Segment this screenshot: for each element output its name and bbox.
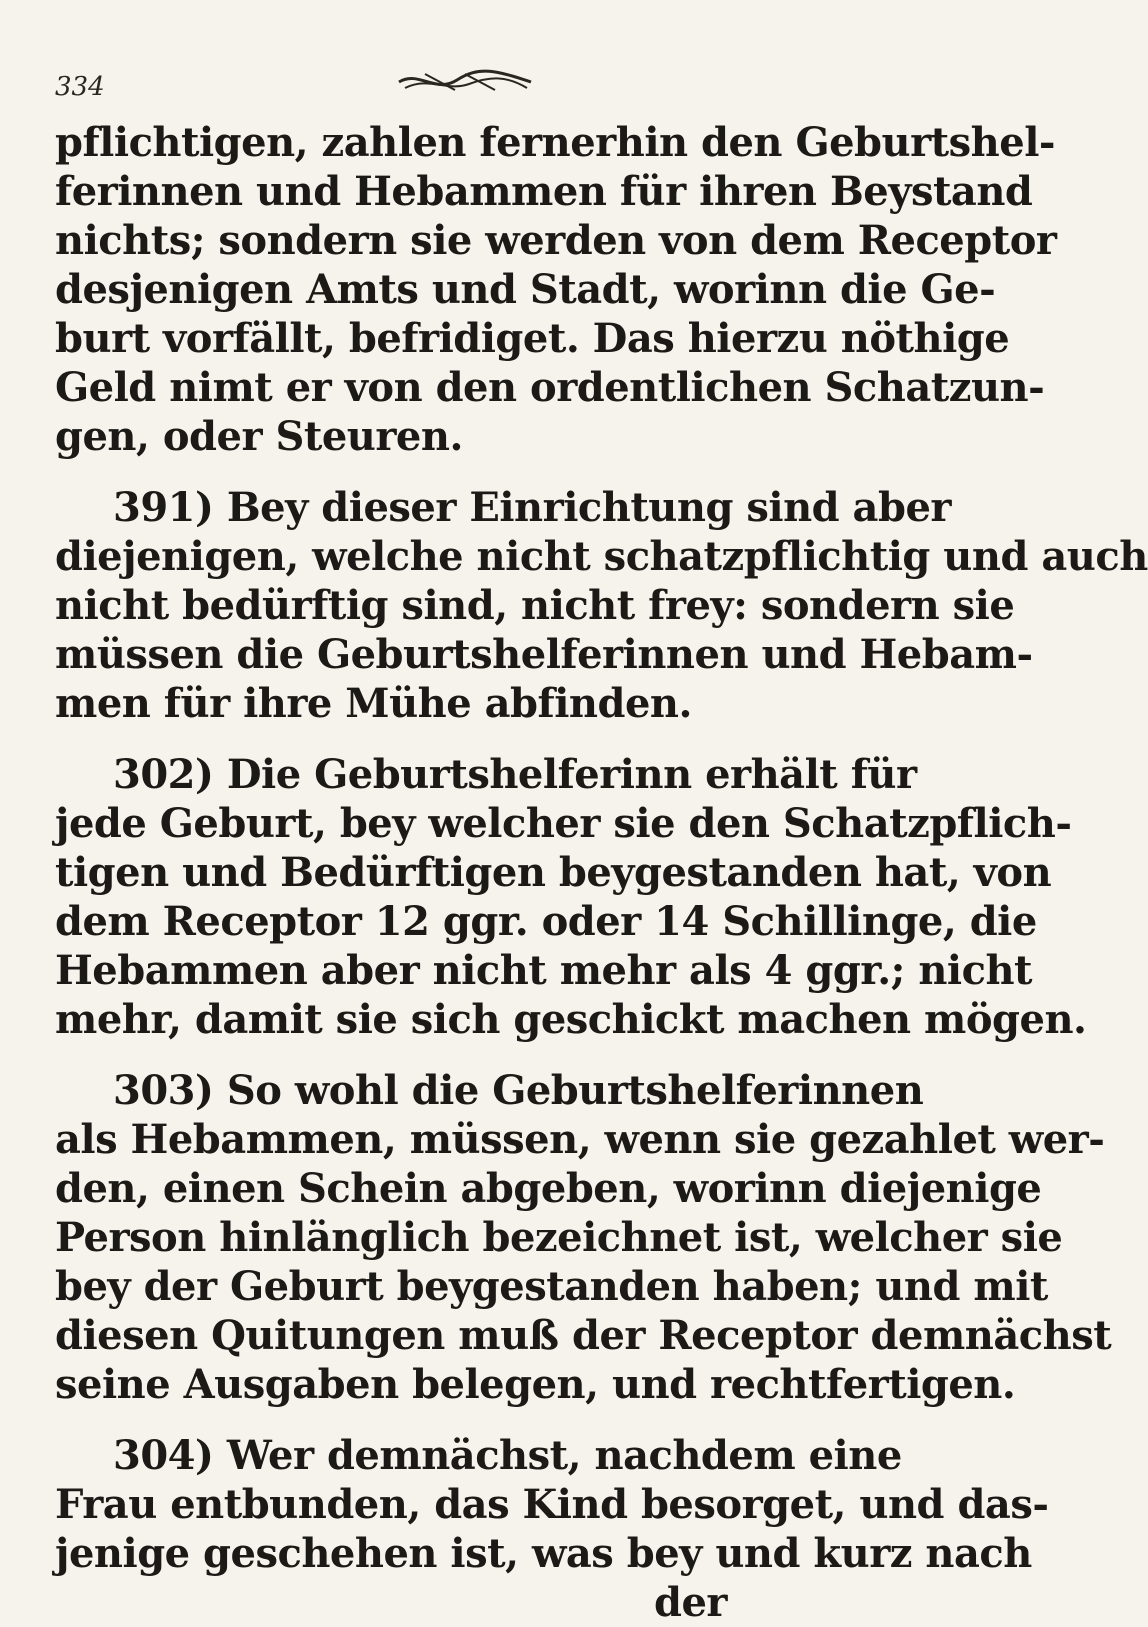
text-line: diesen Quitungen muß der Receptor demnächst — [55, 1312, 1112, 1359]
text-line: ferinnen und Hebammen für ihren Beystand — [55, 168, 1033, 215]
text-line: nichts; sondern sie werden von dem Receptor — [55, 217, 1057, 264]
paragraph-391-start: 391) Bey dieser Einrichtung sind aber — [113, 484, 951, 531]
text-line: gen, oder Steuren. — [55, 413, 463, 460]
body-text — [55, 118, 1148, 1627]
paragraph-304-start: 304) Wer demnächst, nachdem eine — [113, 1432, 902, 1479]
text-line: Frau entbunden, das Kind besorget, und das- — [55, 1481, 1049, 1528]
text-line: seine Ausgaben belegen, und rechtfertigen. — [55, 1361, 1016, 1408]
page-number: 334 — [55, 72, 105, 102]
catchword: der — [654, 1579, 727, 1626]
text-line: bey der Geburt beygestanden haben; und mit — [55, 1263, 1048, 1310]
text-line: burt vorfällt, befridiget. Das hierzu nöthige — [55, 315, 1010, 362]
text-line: Geld nimt er von den ordentlichen Schatzun- — [55, 364, 1045, 411]
text-line: als Hebammen, müssen, wenn sie gezahlet wer- — [55, 1116, 1105, 1163]
text-line: jede Geburt, bey welcher sie den Schatzpflich- — [55, 800, 1072, 847]
text-line: men für ihre Mühe abfinden. — [55, 680, 692, 727]
text-line: Person hinlänglich bezeichnet ist, welcher sie — [55, 1214, 1063, 1261]
text-line: dem Receptor 12 ggr. oder 14 Schillinge, die — [55, 898, 1037, 945]
paragraph-302-start: 302) Die Geburtshelferinn erhält für — [113, 751, 917, 798]
text-line: jenige geschehen ist, was bey und kurz nach — [55, 1530, 1032, 1577]
text-line: desjenigen Amts und Stadt, worinn die Ge- — [55, 266, 996, 313]
text-line: mehr, damit sie sich geschickt machen mögen. — [55, 996, 1087, 1043]
paragraph-303-start: 303) So wohl die Geburtshelferinnen — [113, 1067, 924, 1114]
text-line: pflichtigen, zahlen fernerhin den Geburtshel- — [55, 119, 1055, 166]
text-line: diejenigen, welche nicht schatzpflichtig und auch — [55, 533, 1148, 580]
text-line: müssen die Geburtshelferinnen und Hebam- — [55, 631, 1033, 678]
text-line: Hebammen aber nicht mehr als 4 ggr.; nicht — [55, 947, 1033, 994]
text-line: tigen und Bedürftigen beygestanden hat, von — [55, 849, 1052, 896]
text-line: den, einen Schein abgeben, worinn diejenige — [55, 1165, 1042, 1212]
text-line: nicht bedürftig sind, nicht frey: sondern sie — [55, 582, 1015, 629]
printers-ornament-icon — [395, 68, 535, 96]
